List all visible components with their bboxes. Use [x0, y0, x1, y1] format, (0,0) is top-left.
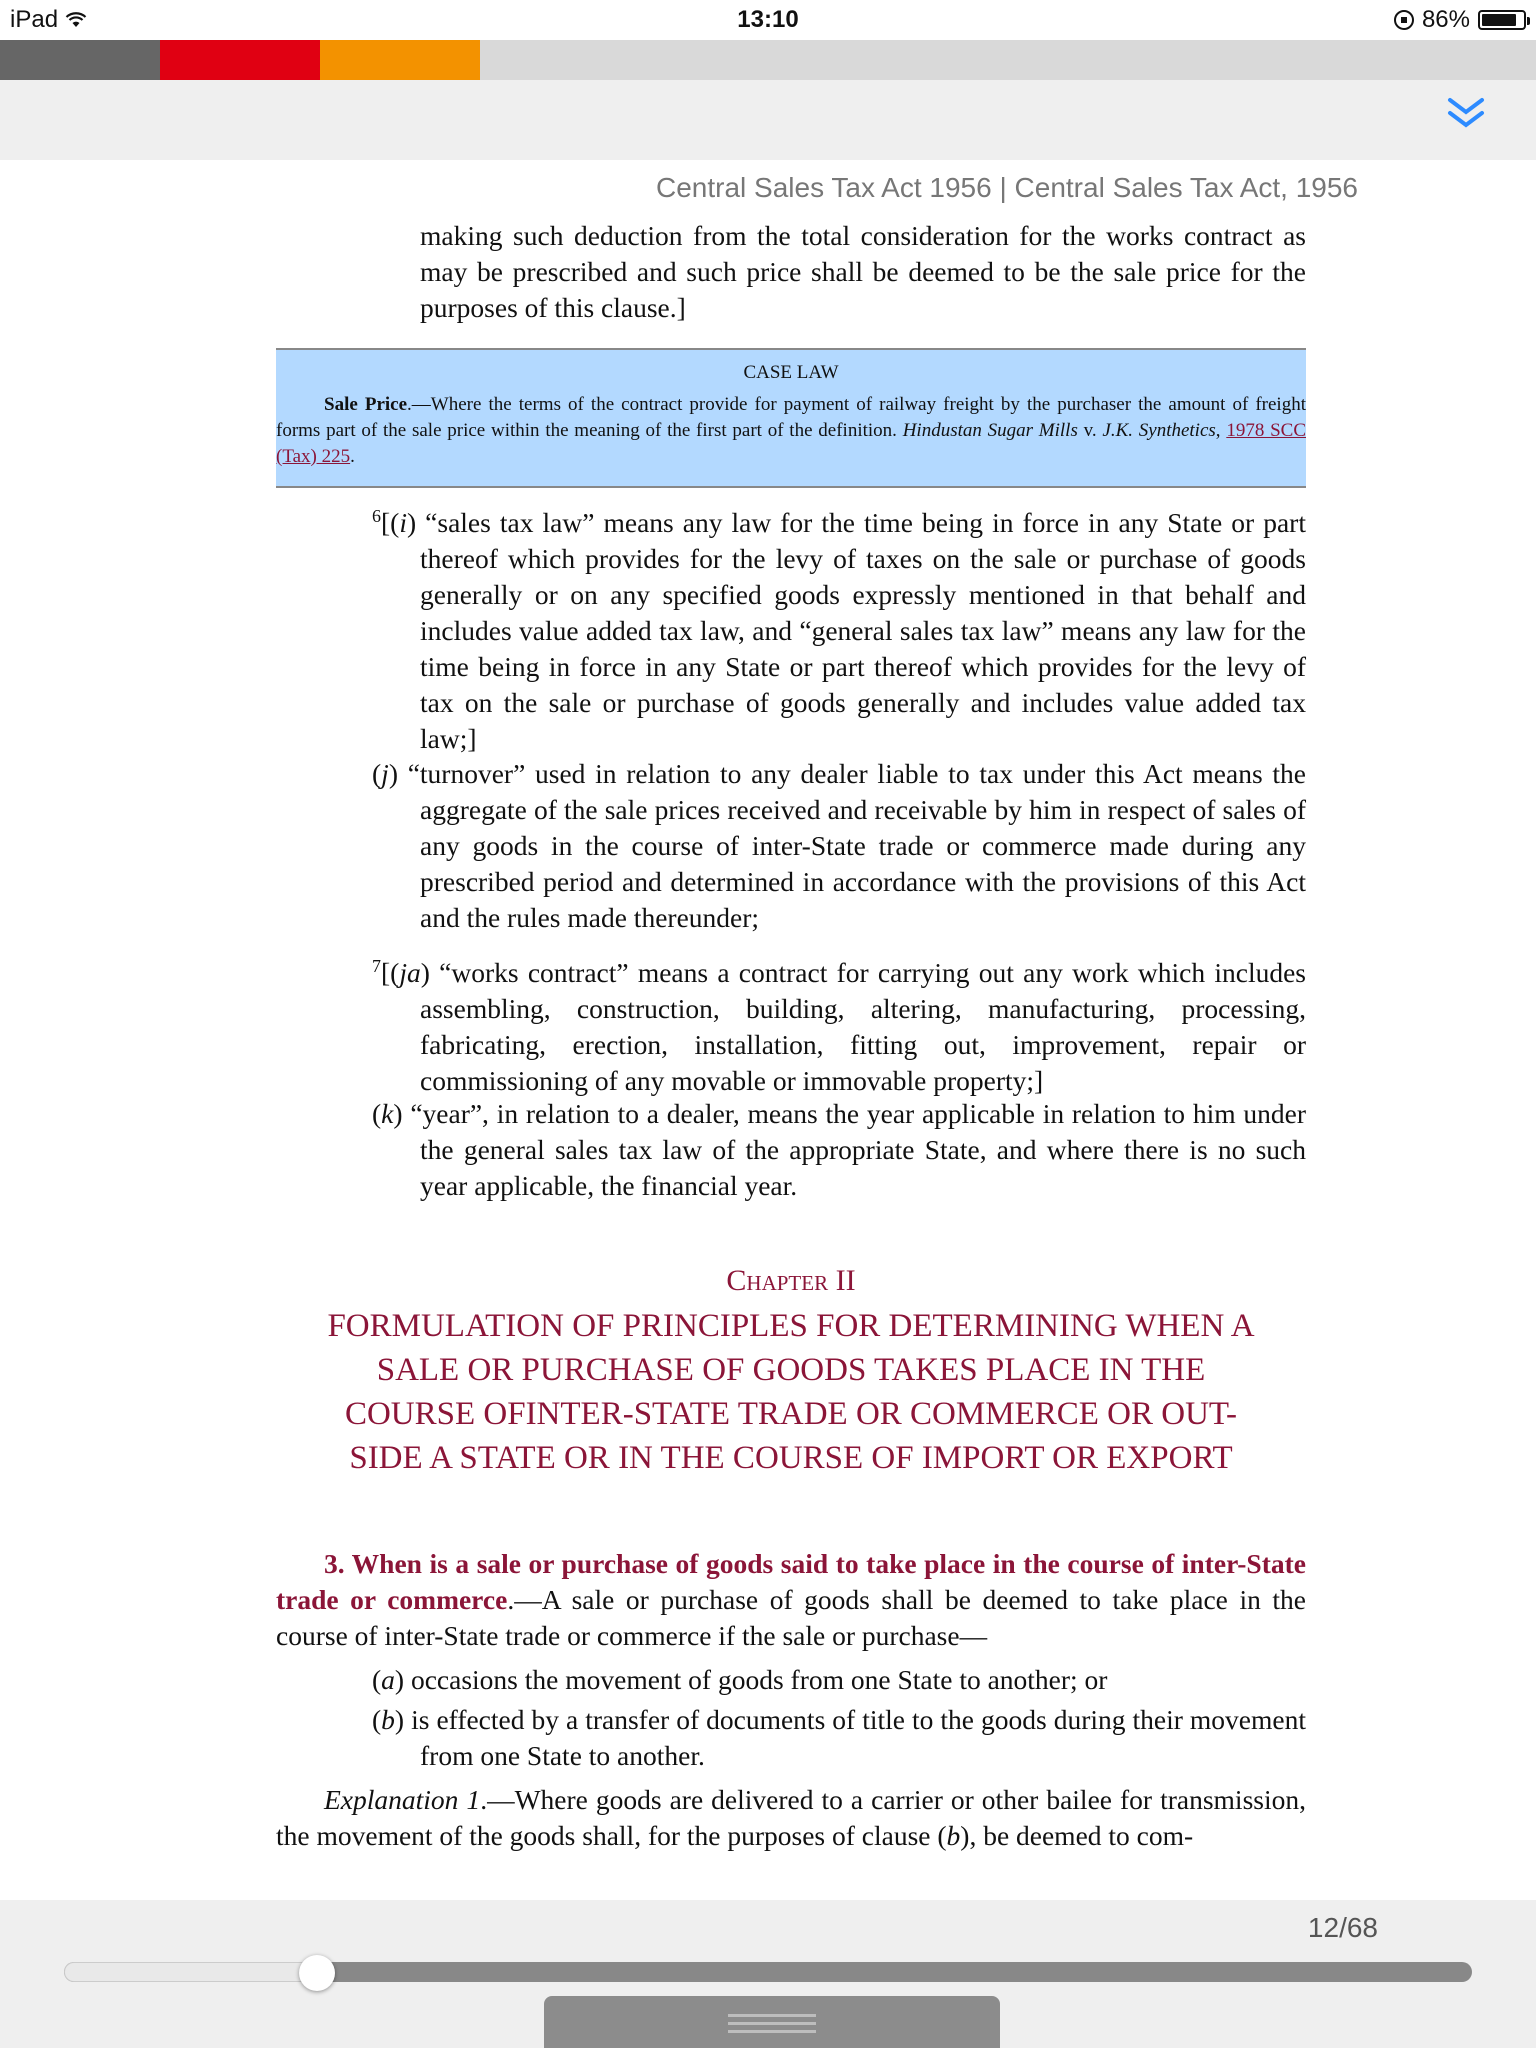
- clause-text: is effected by a transfer of documents of title to the goods during their movement from one State to another.: [404, 1704, 1306, 1771]
- case-law-text: .—Where the terms of the contract provide for payment of railway freight by the purchaser the amount of freight forms part of the sale price within the meaning of the first part of the definition.: [276, 394, 1306, 441]
- footnote-marker-7[interactable]: 7: [372, 956, 381, 976]
- clause-prefix: (: [372, 1098, 382, 1129]
- clause-letter: k: [381, 1098, 394, 1129]
- clause-prefix: [(: [381, 957, 400, 989]
- case-comma: ,: [1215, 420, 1227, 441]
- section-3-clause-b: (b) is effected by a transfer of documents of title to the goods during their movement from one State to another.: [372, 1704, 1306, 1771]
- rotation-lock-icon: [1394, 10, 1414, 30]
- clause-letter: b: [381, 1704, 395, 1735]
- clause-text: occasions the movement of goods from one State to another; or: [404, 1664, 1108, 1695]
- case-law-title: CASE LAW: [743, 362, 839, 383]
- section-heading: 3. When is a sale or purchase of goods said to take place in the course of inter-State trade or commerce: [276, 1548, 1306, 1615]
- clause-i: [372, 498, 1306, 757]
- page-slider-thumb[interactable]: [299, 1955, 335, 1991]
- clock: 13:10: [737, 6, 799, 33]
- color-segment-red: [160, 40, 320, 80]
- clause-k: [372, 1096, 1306, 1204]
- chapter-title-line: SIDE A STATE OR IN THE COURSE OF IMPORT OR EXPORT: [349, 1440, 1233, 1476]
- device-name: iPad: [10, 6, 59, 33]
- chapter-title-line: SALE OR PURCHASE OF GOODS TAKES PLACE IN THE: [376, 1352, 1206, 1388]
- explanation-letter: b: [946, 1820, 961, 1851]
- case-law-box: [276, 348, 1306, 488]
- chapter-label: Chapter II: [726, 1264, 856, 1297]
- clause-suffix: ): [393, 1098, 411, 1129]
- explanation-label: Explanation 1: [324, 1784, 481, 1815]
- case-end: .: [350, 446, 355, 467]
- chapter-title-line: COURSE OFINTER-STATE TRADE OR COMMERCE OR OUT-: [344, 1396, 1238, 1432]
- explanation-1: [276, 1782, 1306, 1854]
- clause-ja: [372, 948, 1306, 1099]
- color-band: [0, 40, 1536, 80]
- case-law-term: Sale Price: [324, 394, 408, 415]
- page-indicator: 12/68: [1307, 1912, 1378, 1943]
- clause-prefix: [(: [381, 507, 400, 539]
- battery-percent: 86%: [1421, 6, 1470, 33]
- section-3-clause-a: (a) occasions the movement of goods from one State to another; or: [372, 1664, 1108, 1695]
- grip-line: [728, 2030, 816, 2033]
- reader-toolbar: [0, 80, 1536, 160]
- section-text: .—A sale or purchase of goods shall be deemed to take place in the course of inter-State trade or commerce if the sale or purchase—: [276, 1584, 1306, 1651]
- clause-text: “year”, in relation to a dealer, means the year applicable in relation to him under the general sales tax law of the appropriate State, and where there is no such year applicable, the financial year.: [410, 1098, 1306, 1201]
- clause-text: “turnover” used in relation to any dealer liable to tax under this Act means the aggregate of the sale prices received and receivable by him in respect of sales of any goods in the course of inter-State trade or commerce made during any prescribed period and determined in accordance with the provisions of this Act and the rules made thereunder;: [407, 758, 1306, 933]
- case-name: Hindustan Sugar Mills: [902, 420, 1078, 441]
- intro-paragraph: making such deduction from the total consideration for the works contract as may be prescribed and such price shall be deemed to be the sale price for the purposes of this clause.]: [420, 220, 1306, 323]
- chapter-title-line: FORMULATION OF PRINCIPLES FOR DETERMINING WHEN A: [327, 1308, 1255, 1344]
- color-segment-gray: [0, 40, 160, 80]
- battery-status: [1394, 6, 1526, 34]
- case-law-body: [276, 392, 1306, 470]
- explanation-end: ), be deemed to com-: [960, 1820, 1194, 1851]
- clause-letter: i: [399, 507, 407, 539]
- status-bar: [0, 0, 1536, 40]
- chapter-title: [276, 1304, 1306, 1480]
- page-slider-progress: [64, 1962, 317, 1982]
- clause-letter: a: [381, 1664, 395, 1695]
- citation-link[interactable]: 1978 SCC (Tax) 225: [276, 420, 1306, 467]
- chevron-double-down-icon[interactable]: [1436, 90, 1496, 140]
- case-versus: v.: [1077, 420, 1103, 441]
- document-page: [0, 160, 1536, 1900]
- color-segment-orange: [320, 40, 480, 80]
- clause-text: “works contract” means a contract for carrying out any work which includes assembling, construction, building, altering, manufacturing, processing, fabricating, erection, installation, fitting out, improvement, repair or commissioning of any movable or immovable property;]: [420, 957, 1306, 1097]
- clause-j: [372, 756, 1306, 936]
- clause-letter: ja: [399, 957, 421, 989]
- clause-letter: j: [381, 758, 389, 789]
- footnote-marker-6[interactable]: 6: [372, 506, 381, 526]
- drawer-handle[interactable]: [544, 1996, 1000, 2048]
- clause-suffix: ): [406, 507, 426, 539]
- grip-line: [728, 2014, 816, 2017]
- clause-suffix: ): [388, 758, 408, 789]
- explanation-text: .—Where goods are delivered to a carrier or other bailee for transmission, the movement of the goods shall, for the purposes of clause (: [276, 1784, 1306, 1851]
- running-head: Central Sales Tax Act 1956 | Central Sales Tax Act, 1956: [656, 172, 1358, 203]
- case-party: J.K. Synthetics: [1102, 420, 1216, 441]
- section-3: [276, 1546, 1306, 1654]
- clause-prefix: (: [372, 758, 382, 789]
- grip-line: [728, 2022, 816, 2025]
- clause-suffix: ): [420, 957, 440, 989]
- battery-icon: [1478, 10, 1526, 30]
- clause-text: “sales tax law” means any law for the time being in force in any State or part thereof which provides for the levy of taxes on the sale or purchase of goods generally or on any specified goods expressly mentioned in that behalf and includes value added tax law, and “general sales tax law” means any law for the time being in force in any State or part thereof which provides for the levy of tax on the sale or purchase of goods generally and includes value added tax law;]: [420, 507, 1306, 755]
- reader-bottom-bar: [0, 1900, 1536, 2048]
